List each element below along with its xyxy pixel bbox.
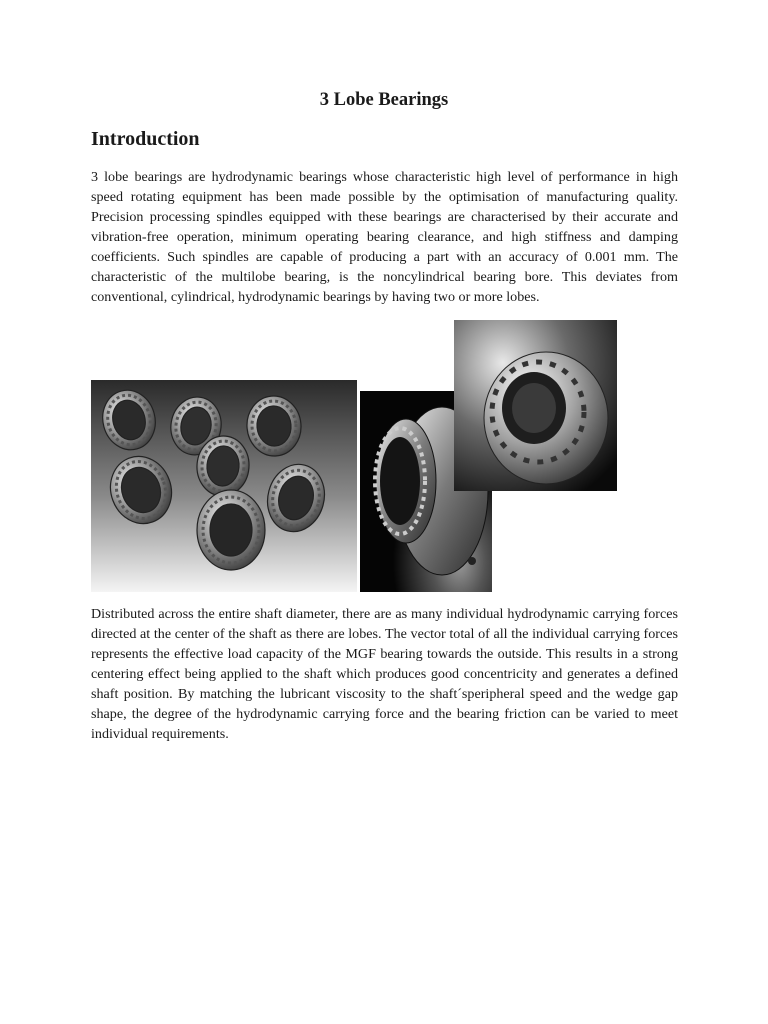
document-title: 3 Lobe Bearings [319,90,449,110]
paragraph-intro: 3 lobe bearings are hydrodynamic bearings whose characteristic high level of performance in high speed rotating equipment has been made possible by the optimisation of manufacturing quality. Precision processing spindles equipped with these bearings are characterised by their accurate and vibration-free operation, minimum operating bearing clearance, and high stiffness and damping coefficients. Such spindles are capable of producing a part with an accuracy of 0.001 mm. The characteristic of the multilobe bearing, is the noncylindrical bearing bore. This deviates from conventional, cylindrical, hydrodynamic bearings by having two or more lobes. [91,169,678,305]
paragraph-carrying-forces: Distributed across the entire shaft diameter, there are as many individual hydrodynamic carrying forces directed at the center of the shaft as there are lobes. The vector total of all the individual carrying forces represents the effective load capacity of the MGF bearing towards the outside. This results in a strong centering effect being applied to the shaft which produces good concentricity and generates a defined shaft position. By matching the lubricant viscosity to the shaft´speripheral speed and the wedge gap shape, the degree of the hydrodynamic carrying force and the bearing friction can be varied to meet individual requirements. [91,606,678,742]
lobe-bearing-closeup-photo [454,320,617,491]
group-of-ring-bearings-photo [91,380,357,592]
section-heading-introduction: Introduction [91,128,200,150]
